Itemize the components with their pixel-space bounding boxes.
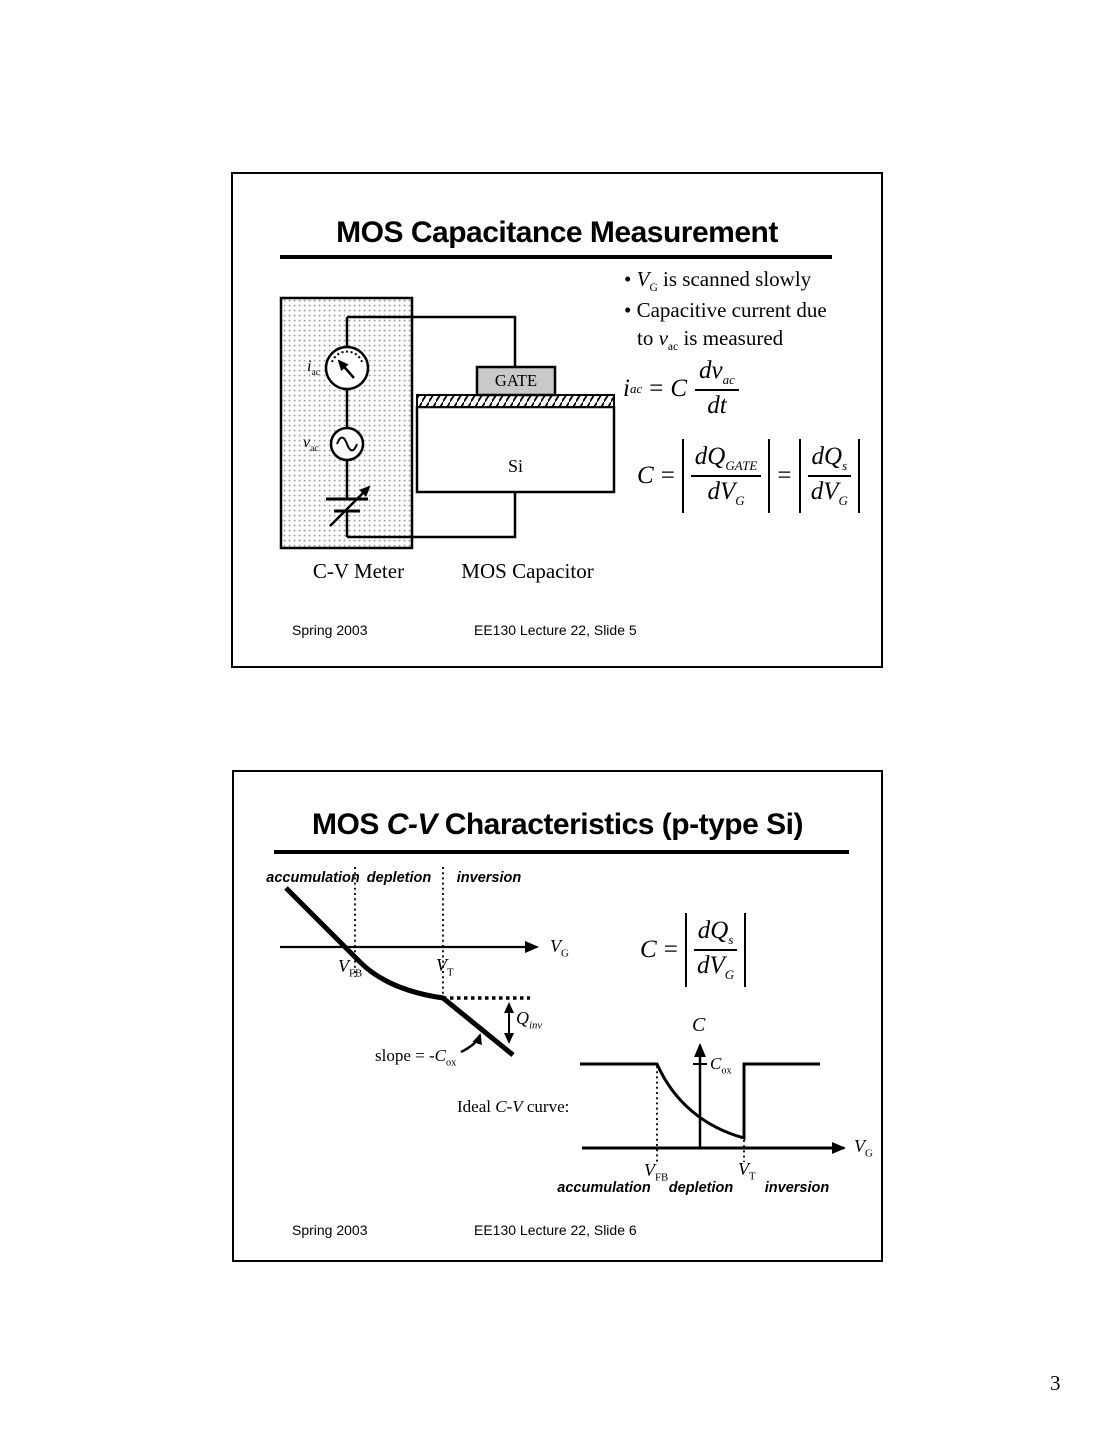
vfb-label: $V_{FB}$ [338, 956, 363, 980]
cv-vt-label: $V_T$ [738, 1159, 756, 1183]
c-axis-label: C [692, 1014, 706, 1036]
cv-region-inversion: inversion [764, 1180, 830, 1196]
bullet-capacitive-current-line2: to $v_{ac}$ is measured [637, 326, 784, 354]
cv-region-accumulation: accumulation [557, 1180, 651, 1196]
vg-axis-label: $V_G$ [550, 936, 569, 960]
page-number: 3 [1050, 1371, 1061, 1395]
ammeter-circle [326, 347, 368, 389]
slide-6 [232, 770, 883, 1262]
circuit-diagram [233, 174, 885, 670]
qinv-label: $Q_{inv}$ [516, 1008, 543, 1032]
footer-term: Spring 2003 [292, 622, 368, 638]
si-body-rect [417, 407, 614, 492]
region-accumulation: accumulation [266, 870, 360, 886]
equation-capacitance: C = $\frac{dQ_{GATE}}{dV_G}$ = $\frac{dQ_s}{dV_G}$ [637, 439, 860, 513]
si-label: Si [507, 456, 523, 476]
slide-5 [231, 172, 883, 668]
slide5-title: MOS Capacitance Measurement [336, 216, 778, 249]
charge-curve [286, 888, 513, 1055]
vt-label: $V_T$ [436, 955, 454, 979]
mos-capacitor-caption: MOS Capacitor [461, 559, 594, 583]
slide6-title: MOS C-V Characteristics (p-type Si) [312, 808, 803, 841]
slope-pointer-arrow [461, 1035, 480, 1052]
footer-slide-id: EE130 Lecture 22, Slide 6 [474, 1222, 637, 1238]
equation-c-dqs: C = $\frac{dQ_s}{dV_G}$ [640, 913, 746, 987]
vac-label: $v_{ac}$ [303, 434, 319, 455]
slope-label: slope = $-C_{ox}$ [375, 1046, 457, 1069]
cv-vfb-label: $V_{FB}$ [644, 1160, 669, 1184]
equation-iac: i ac = C $\frac{dv_{ac}}{dt}$ [623, 357, 739, 421]
cv-region-depletion: depletion [668, 1180, 734, 1196]
iac-label: $i_{ac}$ [307, 358, 320, 379]
region-inversion: inversion [456, 870, 522, 886]
bullet-vg-scanned: • $V_G$ is scanned slowly [624, 267, 812, 295]
oxide-layer-rect [417, 395, 614, 407]
bullet-capacitive-current: • Capacitive current due [624, 298, 827, 322]
gate-label: GATE [494, 371, 538, 390]
cv-vg-axis-label: $V_G$ [854, 1136, 873, 1160]
cox-label: $C_{ox}$ [710, 1054, 732, 1077]
footer-slide-id: EE130 Lecture 22, Slide 5 [474, 622, 637, 638]
footer-term: Spring 2003 [292, 1222, 368, 1238]
ideal-cv-caption: Ideal C-V curve: [457, 1097, 570, 1116]
cv-meter-caption: C-V Meter [312, 559, 405, 583]
region-depletion: depletion [366, 870, 432, 886]
